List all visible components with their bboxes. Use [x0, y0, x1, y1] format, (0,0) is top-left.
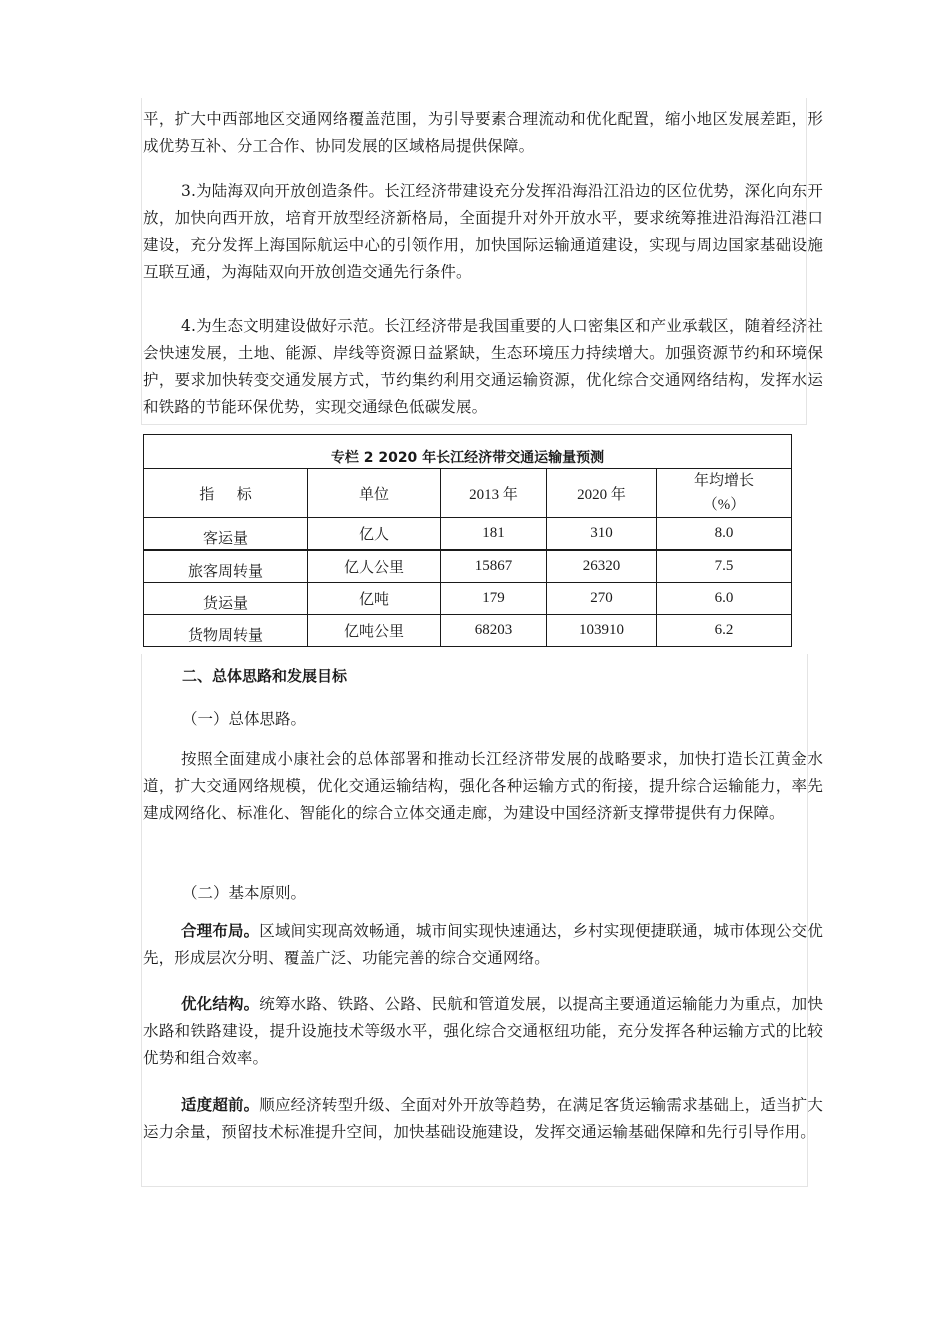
cell-indicator: 客运量 [144, 518, 308, 551]
header-growth-line1: 年均增长 [694, 473, 755, 489]
section-heading: 二、总体思路和发展目标 [182, 667, 348, 685]
table-row [144, 518, 792, 551]
principle-title: 合理布局。 [181, 922, 260, 940]
paragraph-continuation: 平，扩大中西部地区交通网络覆盖范围，为引导要素合理流动和优化配置，缩小地区发展差距，形成优势互补、分工合作、协同发展的区域格局提供保障。 [143, 110, 823, 155]
header-2013: 2013 年 [441, 469, 547, 518]
cell-indicator: 货物周转量 [144, 615, 308, 647]
principle-text: 区域间实现高效畅通，城市间实现快速通达，乡村实现便捷联通，城市体现公交优先，形成层次分明、覆盖广泛、功能完善的综合交通网络。 [143, 922, 823, 967]
table-row [144, 550, 792, 583]
transport-forecast-table [143, 434, 792, 647]
header-unit: 单位 [308, 469, 441, 518]
principle-structure [143, 991, 823, 1072]
cell-unit: 亿人公里 [308, 550, 441, 583]
paragraph-overall-idea: 按照全面建成小康社会的总体部署和推动长江经济带发展的战略要求，加快打造长江黄金水道，扩大交通网络规模，优化交通运输结构，强化各种运输方式的衔接，提升综合运输能力，率先建成网络化、标准化、智能化的综合立体交通走廊，为建设中国经济新支撑带提供有力保障。 [143, 750, 823, 822]
principle-text: 顺应经济转型升级、全面对外开放等趋势，在满足客货运输需求基础上，适当扩大运力余量，预留技术标准提升空间，加快基础设施建设，发挥交通运输基础保障和先行引导作用。 [143, 1096, 823, 1141]
cell-2013: 181 [441, 518, 547, 551]
cell-unit: 亿人 [308, 518, 441, 551]
cell-2020: 310 [547, 518, 657, 551]
paragraph-point-4: 4.为生态文明建设做好示范。长江经济带是我国重要的人口密集区和产业承载区，随着经济社会快速发展，土地、能源、岸线等资源日益紧缺，生态环境压力持续增大。加强资源节约和环境保护，要求加快转变交通发展方式，节约集约利用交通运输资源，优化综合交通网络结构，发挥水运和铁路的节能环保优势，实现交通绿色低碳发展。 [143, 317, 823, 416]
cell-2013: 68203 [441, 615, 547, 647]
table-caption: 专栏 2 2020 年长江经济带交通运输量预测 [144, 435, 792, 469]
principle-advance [143, 1092, 823, 1146]
cell-unit: 亿吨 [308, 583, 441, 615]
principle-layout [143, 918, 823, 972]
paragraph-point-3: 3.为陆海双向开放创造条件。长江经济带建设充分发挥沿海沿江沿边的区位优势，深化向东开放，加快向西开放，培育开放型经济新格局，全面提升对外开放水平，要求统筹推进沿海沿江港口建设，充分发挥上海国际航运中心的引领作用，加快国际运输通道建设，实现与周边国家基础设施互联互通，为海陆双向开放创造交通先行条件。 [143, 182, 823, 281]
header-indicator: 指 标 [144, 469, 308, 518]
cell-growth: 6.0 [657, 583, 792, 615]
subheading-basic-principles: （二）基本原则。 [182, 884, 307, 902]
header-growth-line2: （%） [702, 497, 746, 513]
table-row [144, 583, 792, 615]
principle-text: 统筹水路、铁路、公路、民航和管道发展，以提高主要通道运输能力为重点，加快水路和铁路建设，提升设施技术等级水平，强化综合交通枢纽功能，充分发挥各种运输方式的比较优势和组合效率。 [143, 995, 823, 1067]
cell-unit: 亿吨公里 [308, 615, 441, 647]
cell-growth: 6.2 [657, 615, 792, 647]
table-header-row [144, 469, 792, 518]
cell-2020: 26320 [547, 550, 657, 583]
subheading-overall-idea: （一）总体思路。 [182, 710, 307, 728]
cell-2013: 15867 [441, 550, 547, 583]
cell-indicator: 旅客周转量 [144, 550, 308, 583]
table-row [144, 615, 792, 647]
principle-title: 优化结构。 [181, 995, 260, 1013]
cell-2020: 103910 [547, 615, 657, 647]
cell-indicator: 货运量 [144, 583, 308, 615]
cell-2013: 179 [441, 583, 547, 615]
principle-title: 适度超前。 [181, 1096, 260, 1114]
cell-2020: 270 [547, 583, 657, 615]
cell-growth: 7.5 [657, 550, 792, 583]
cell-growth: 8.0 [657, 518, 792, 551]
header-growth [657, 469, 792, 518]
header-2020: 2020 年 [547, 469, 657, 518]
